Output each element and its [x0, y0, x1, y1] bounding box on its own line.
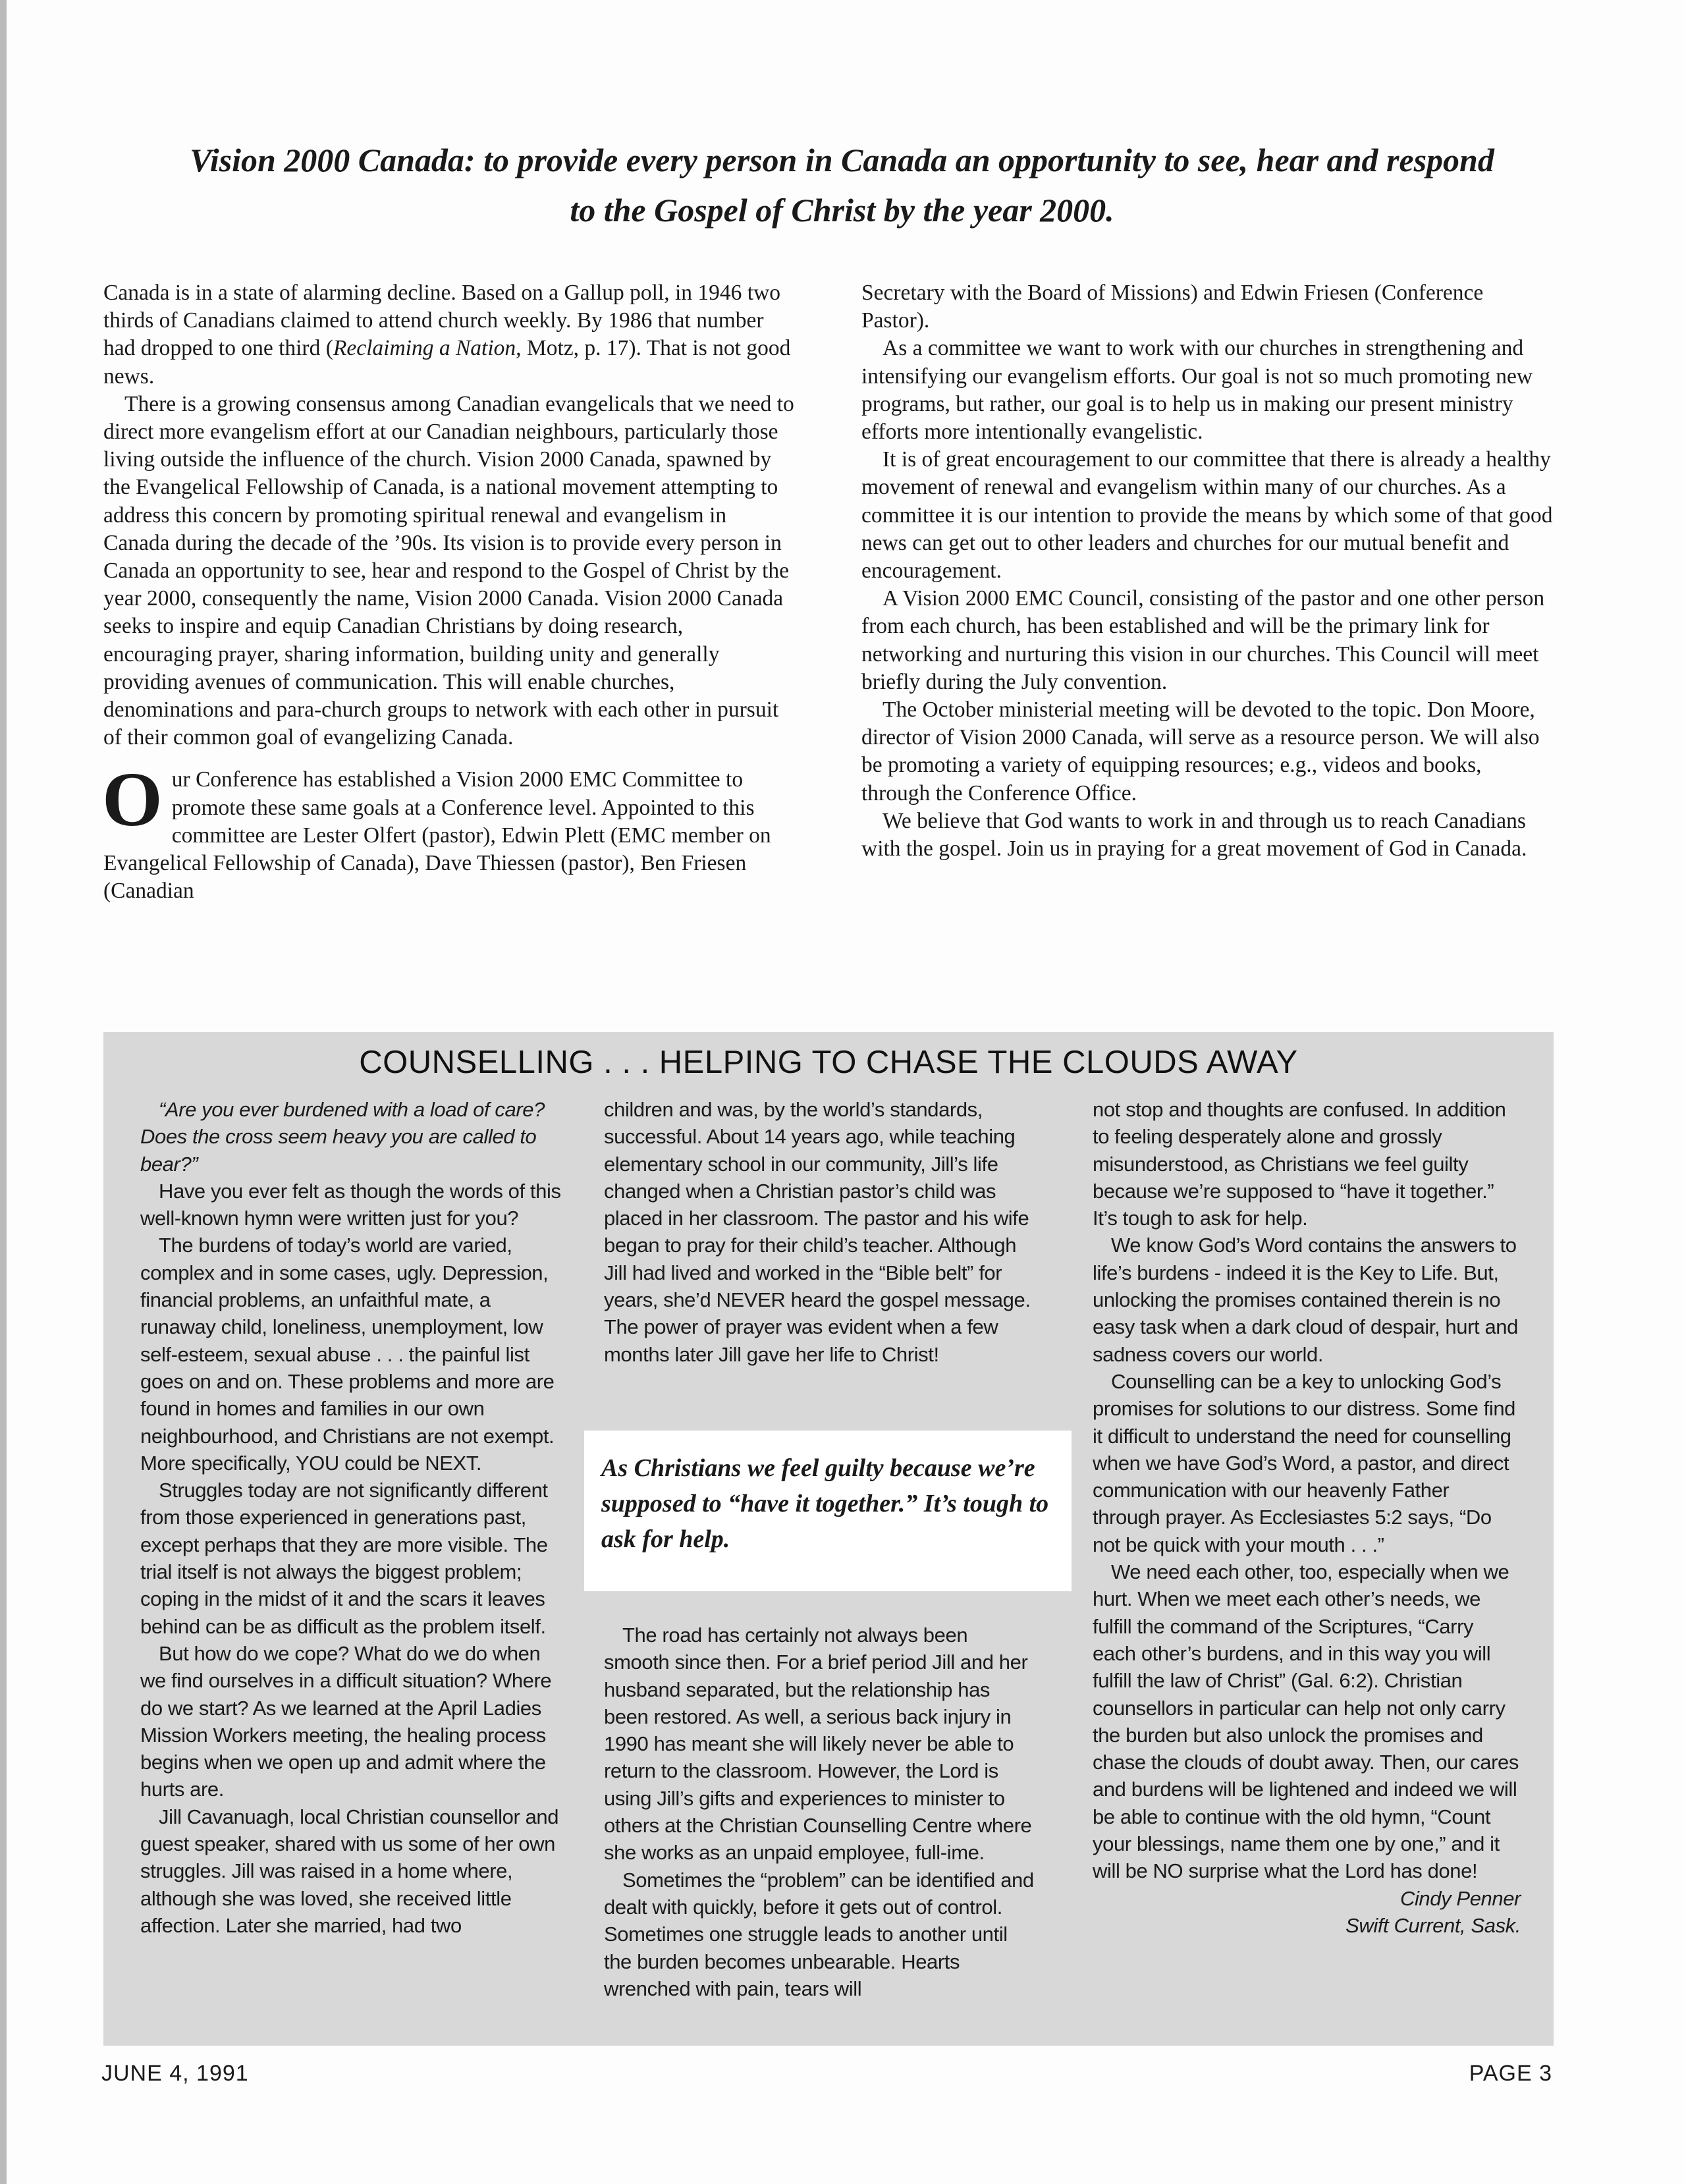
- article-left-column: [103, 279, 795, 905]
- counselling-paragraph: Counselling can be a key to unlocking God’s promises for solutions to our distress. Some find it difficult to understand the need for counselling when we have God’s Word, a pastor, and direct communication with our heavenly Father through prayer. As Ecclesiastes 5:2 says, “Do not be quick with your mouth . . .”: [1093, 1369, 1516, 1556]
- text-span: Canada is in a state of alarming decline. Based on a Gallup poll, in 1946 two thirds of Canadians claimed to attend church weekly. By 1986 that number had dropped to one third (: [103, 281, 781, 361]
- article-paragraph: The October ministerial meeting will be devoted to the topic. Don Moore, director of Vision 2000 Canada, will serve as a resource person. We will also be promoting a variety of equipping resources; e.g., videos and books, through the Conference Office.: [861, 697, 1540, 805]
- text-span: ur Conference has established a Vision 2000 EMC Committee to promote these same goals at a Conference level. Appointed to this committee are Lester Olfert (pastor), Edwin Plett (EMC member on Evangelical Fellowship of Canada), Dave Thiessen (pastor), Ben Friesen (Canadian: [103, 767, 771, 904]
- counselling-paragraph: Struggles today are not significantly different from those experienced in generations past, except perhaps that they are more visible. The trial itself is not always the biggest problem; coping in the midst of it and the scars it leaves behind can be as difficult as the problem itself.: [140, 1479, 548, 1638]
- headline: [99, 135, 1585, 235]
- counselling-paragraph: The burdens of today’s world are varied, complex and in some cases, ugly. Depression, financial problems, an unfaithful mate, a runaway child, loneliness, unemployment, low self-esteem, sexual abuse . . . the painful list goes on and on. These problems and more are found in homes and families in our own neighbourhood, and Christians are not exempt. More specifically, YOU could be NEXT.: [140, 1234, 555, 1475]
- counselling-column-1: [140, 1096, 568, 1939]
- headline-line-1: Vision 2000 Canada: to provide every person in Canada an opportunity to see, hear and respond: [190, 142, 1494, 178]
- counselling-paragraph: We know God’s Word contains the answers to life’s burdens - indeed it is the Key to Life. But, unlocking the promises contained therein is no easy task when a dark cloud of despair, hurt and sadness covers our world.: [1093, 1234, 1518, 1366]
- counselling-column-3: [1093, 1096, 1521, 1939]
- counselling-column-2-bottom: [604, 1622, 1036, 2002]
- counselling-paragraph: Sometimes the “problem” can be identified and dealt with quickly, before it gets out of control. Sometimes one struggle leads to another until the burden becomes unbearable. Hearts wrenched with pain, tears will: [604, 1868, 1034, 2000]
- counselling-paragraph: not stop and thoughts are confused. In addition to feeling desperately alone and grossly misunderstood, as Christians we feel guilty because we’re supposed to “have it together.” It’s tough to ask for help.: [1093, 1098, 1506, 1230]
- counselling-paragraph: We need each other, too, especially when we hurt. When we meet each other’s needs, we fulfill the command of the Scriptures, “Carry each other’s burdens, and in this way you will fulfill the law of Christ” (Gal. 6:2). Christian counsellors in particular can help not only carry the burden but also unlock the promises and chase the clouds of doubt away. Then, our cares and burdens will be lightened and indeed we will be able to continue with the old hymn, “Count your blessings, name them one by one,” and it will be NO surprise what the Lord has done!: [1093, 1560, 1519, 1883]
- scan-edge: [0, 0, 7, 2184]
- article-paragraph: [103, 279, 795, 391]
- author-name: Cindy Penner: [1399, 1886, 1521, 1910]
- article-paragraph: A Vision 2000 EMC Council, consisting of the pastor and one other person from each church, has been established and will be the primary link for networking and nurturing this vision in our churches. This Council will meet briefly during the July convention.: [861, 586, 1545, 694]
- article-right-column: [861, 279, 1553, 863]
- article-paragraph: It is of great encouragement to our committee that there is already a healthy movement of renewal and evangelism within many of our churches. As a committee it is our intention to provide the means by which some of that good news can get out to other leaders and churches for our mutual benefit and encouragement.: [861, 447, 1553, 584]
- footer-date: JUNE 4, 1991: [101, 2061, 249, 2086]
- drop-cap: O: [102, 756, 163, 843]
- author-location: Swift Current, Sask.: [1345, 1913, 1521, 1937]
- article-paragraph: We believe that God wants to work in and through us to reach Canadians with the gospel. Join us in praying for a great movement of God in Canada.: [861, 808, 1527, 861]
- counselling-title: COUNSELLING . . . HELPING TO CHASE THE CLOUDS AWAY: [359, 1045, 1298, 1080]
- article-paragraph: [102, 756, 795, 905]
- article-paragraph: Secretary with the Board of Missions) and Edwin Friesen (Conference Pastor).: [861, 281, 1484, 333]
- article-paragraph: As a committee we want to work with our churches in strengthening and intensifying our evangelism efforts. Our goal is not so much promoting new programs, but rather, our goal is to help us in making our present ministry efforts more intentionally evangelistic.: [861, 336, 1533, 445]
- text-span: Motz, p. 17). That is not good news.: [103, 336, 791, 389]
- counselling-paragraph: Jill Cavanuagh, local Christian counsellor and guest speaker, shared with us some of her own struggles. Jill was raised in a home where, although she was loved, she received little affection. Later she married, had two: [140, 1805, 559, 1937]
- counselling-paragraph: The road has certainly not always been smooth since then. For a brief period Jill and her husband separated, but the relationship has been restored. As well, a serious back injury in 1990 has meant she will likely never be able to return to the classroom. However, the Lord is using Jill’s gifts and experiences to minister to others at the Christian Counselling Centre where she works as an unpaid employee, full-ime.: [604, 1624, 1032, 1865]
- headline-line-2: to the Gospel of Christ by the year 2000.: [570, 192, 1114, 229]
- article-paragraph: There is a growing consensus among Canadian evangelicals that we need to direct more evangelism effort at our Canadian neighbours, particularly those living outside the influence of the church. Vision 2000 Canada, spawned by the Evangelical Fellowship of Canada, is a national movement attempting to address this concern by promoting spiritual renewal and evangelism in Canada during the decade of the ’90s. Its vision is to provide every person in Canada an opportunity to see, hear and respond to the Gospel of Christ by the year 2000, consequently the name, Vision 2000 Canada. Vision 2000 Canada seeks to inspire and equip Canadian Christians by doing research, encouraging prayer, sharing information, building unity and generally providing avenues of communication. This will enable churches, denominations and para-church groups to network with each other in pursuit of their common goal of evangelizing Canada.: [103, 391, 794, 750]
- footer-page-number: PAGE 3: [1469, 2061, 1552, 2086]
- counselling-box: [103, 1032, 1554, 2046]
- pull-quote: As Christians we feel guilty because we’re supposed to “have it together.” It’s tough to ask for help.: [584, 1431, 1072, 1591]
- counselling-paragraph: children and was, by the world’s standards, successful. About 14 years ago, while teaching elementary school in our community, Jill’s life changed when a Christian pastor’s child was placed in her classroom. The pastor and his wife began to pray for their child’s teacher. Although Jill had lived and worked in the “Bible belt” for years, she’d NEVER heard the gospel message. The power of prayer was evident when a few months later Jill gave her life to Christ!: [604, 1098, 1031, 1366]
- counselling-paragraph: Have you ever felt as though the words of this well-known hymn were written just for you?: [140, 1179, 561, 1230]
- counselling-paragraph: But how do we cope? What do we do when we find ourselves in a difficult situation? Where do we start? As we learned at the April Ladies Mission Workers meeting, the healing process begins when we open up and admit where the hurts are.: [140, 1641, 552, 1801]
- counselling-column-2-top: [604, 1096, 1036, 1368]
- hymn-quote: “Are you ever burdened with a load of care? Does the cross seem heavy you are called to bear?”: [140, 1098, 545, 1176]
- book-title: Reclaiming a Nation,: [333, 336, 522, 361]
